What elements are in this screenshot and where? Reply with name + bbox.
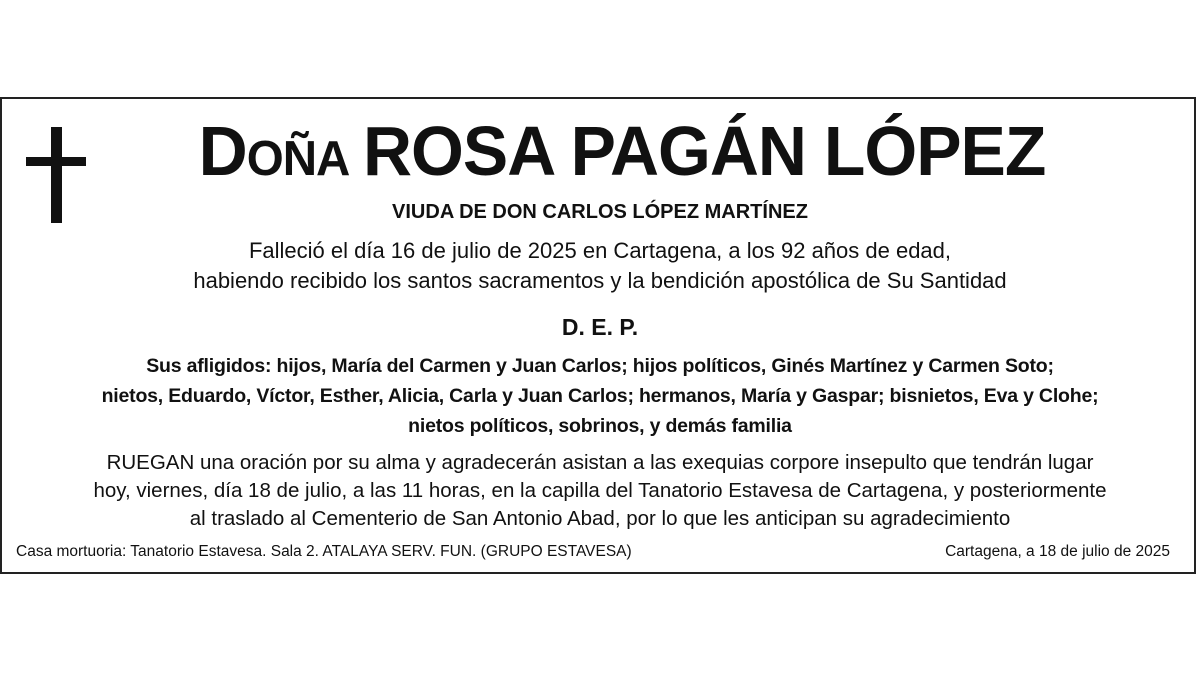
honorific: Doña — [198, 112, 350, 190]
deceased-name — [166, 111, 1078, 191]
funeral-request — [2, 449, 1198, 533]
request-line-3: al traslado al Cementerio de San Antonio Abad, por lo que les anticipan su agradecimiento — [189, 507, 1011, 530]
request-line-1: RUEGAN una oración por su alma y agradecerán asistan a las exequias corpore insepulto que tendrán lugar — [106, 451, 1094, 474]
family-line-3: nietos políticos, sobrinos, y demás familia — [408, 415, 792, 437]
rest-in-peace: D. E. P. — [561, 314, 639, 340]
place-and-date: Cartagena, a 18 de julio de 2025 — [945, 543, 1170, 560]
family-line-1: Sus afligidos: hijos, María del Carmen y Juan Carlos; hijos políticos, Ginés Martínez y Carmen Soto; — [146, 355, 1054, 377]
request-line-2: hoy, viernes, día 18 de julio, a las 11 horas, en la capilla del Tanatorio Estavesa de Cartagena, y posteriormente — [93, 479, 1107, 502]
death-details — [2, 236, 1198, 296]
family-list — [2, 351, 1198, 441]
widow-of-line: VIUDA DE DON CARLOS LÓPEZ MARTÍNEZ — [392, 201, 808, 223]
full-name: ROSA PAGÁN LÓPEZ — [362, 112, 1046, 190]
funeral-home-info: Casa mortuoria: Tanatorio Estavesa. Sala 2. ATALAYA SERV. FUN. (GRUPO ESTAVESA) — [16, 543, 632, 560]
obituary-notice — [0, 97, 1196, 574]
family-line-2: nietos, Eduardo, Víctor, Esther, Alicia, Carla y Juan Carlos; hermanos, María y Gaspar; bisnietos, Eva y Clohe; — [101, 385, 1099, 407]
death-details-line-2: habiendo recibido los santos sacramentos y la bendición apostólica de Su Santidad — [193, 268, 1007, 293]
death-details-line-1: Falleció el día 16 de julio de 2025 en Cartagena, a los 92 años de edad, — [248, 238, 952, 263]
